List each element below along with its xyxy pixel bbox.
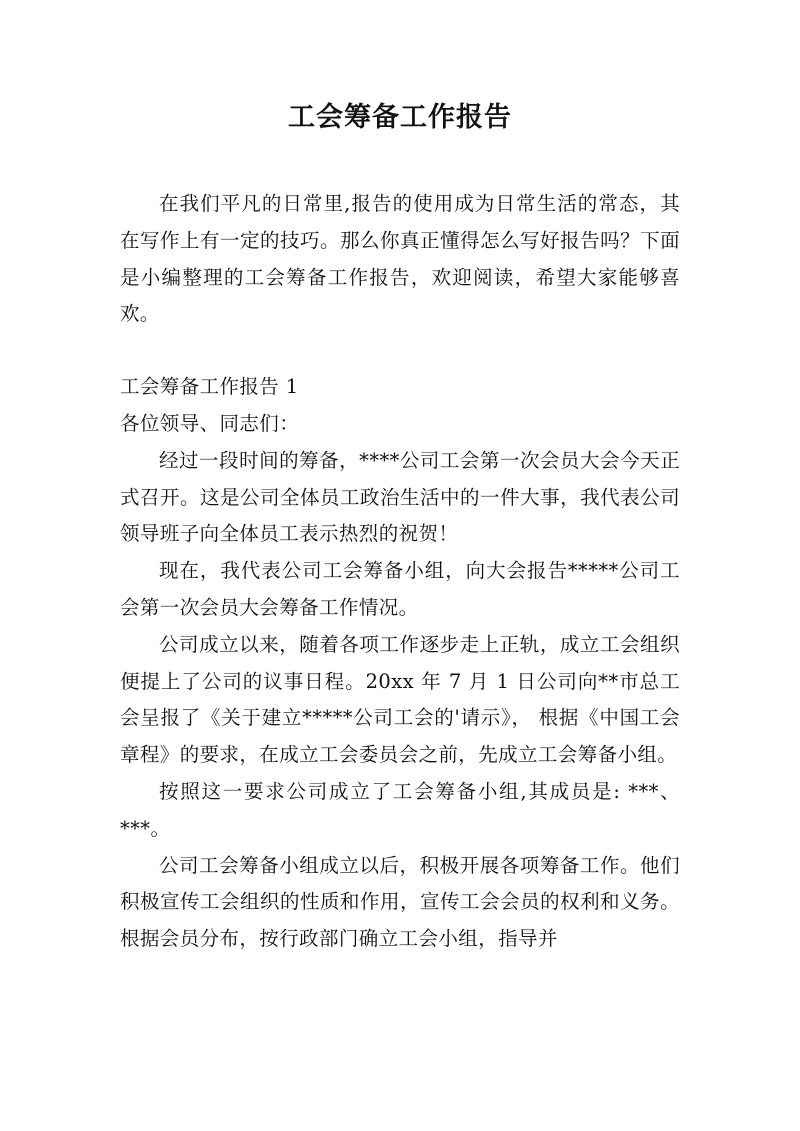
- body-paragraph-4: 按照这一要求公司成立了工会筹备小组,其成员是: ***、***。: [120, 779, 680, 840]
- section-heading: 工会筹备工作报告 1: [120, 375, 299, 399]
- body-paragraph-5: 公司工会筹备小组成立以后，积极开展各项筹备工作。他们积极宣传工会组织的性质和作用，宣传工会会员的权利和义务。根据会员分布，按行政部门确立工会小组，指导并: [120, 853, 680, 951]
- body-paragraph-1: 经过一段时间的筹备，****公司工会第一次会员大会今天正式召开。这是公司全体员工政治生活中的一件大事，我代表公司领导班子向全体员工表示热烈的祝贺！: [120, 448, 680, 546]
- salutation: 各位领导、同志们：: [120, 411, 300, 435]
- document-title: 工会筹备工作报告: [288, 102, 512, 133]
- body-paragraph-3: 公司成立以来，随着各项工作逐步走上正轨，成立工会组织便提上了公司的议事日程。20xx 年 7 月 1 日公司向**市总工会呈报了《关于建立*****公司工会的'请示》， 根据《中国工会章程》的要求，在成立工会委员会之前，先成立工会筹备小组。: [120, 632, 680, 767]
- paragraph-spacer: [120, 333, 680, 369]
- intro-paragraph: 在我们平凡的日常里,报告的使用成为日常生活的常态，其在写作上有一定的技巧。那么你真正懂得怎么写好报告吗？下面是小编整理的工会筹备工作报告，欢迎阅读，希望大家能够喜欢。: [120, 192, 680, 326]
- body-paragraph-2: 现在，我代表公司工会筹备小组，向大会报告*****公司工会第一次会员大会筹备工作情况。: [120, 559, 680, 619]
- document-body: [120, 186, 680, 958]
